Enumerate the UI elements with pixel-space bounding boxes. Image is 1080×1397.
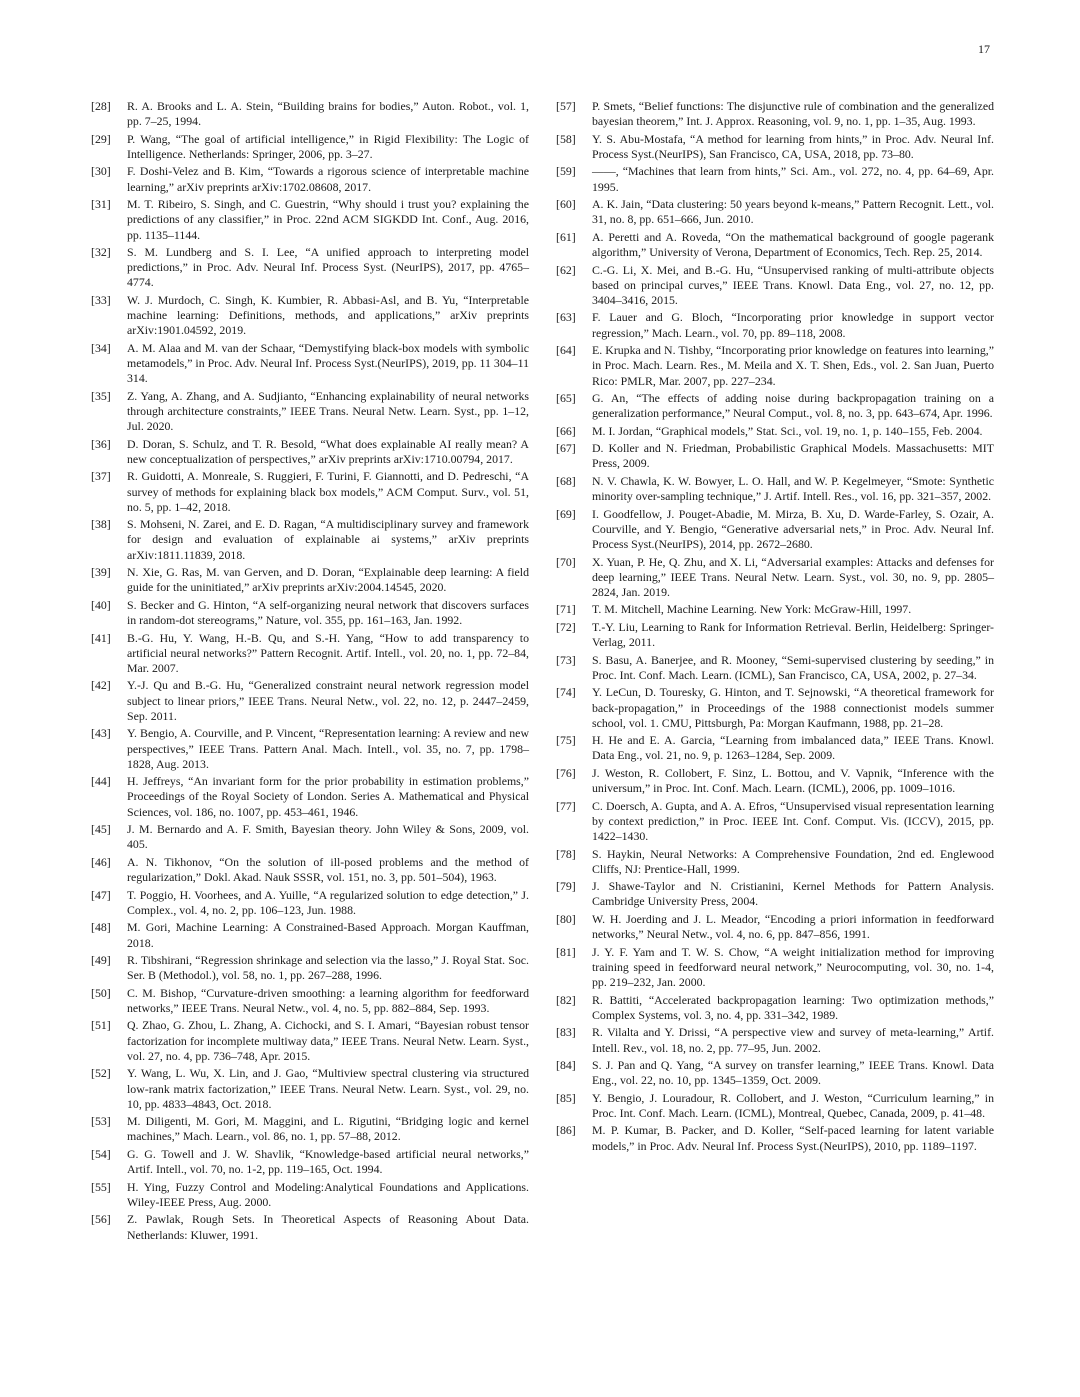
reference-text: F. Doshi-Velez and B. Kim, “Towards a rigorous science of interpretable machine learning,” arXiv preprints arXiv:1702.08608, 2017. bbox=[127, 164, 529, 194]
reference-number: [81] bbox=[556, 944, 576, 959]
reference-number: [54] bbox=[91, 1146, 111, 1161]
reference-text: M. Gori, Machine Learning: A Constrained-Based Approach. Morgan Kauffman, 2018. bbox=[127, 920, 529, 950]
reference-number: [56] bbox=[91, 1212, 111, 1227]
reference-number: [52] bbox=[91, 1066, 111, 1081]
reference-text: P. Smets, “Belief functions: The disjunctive rule of combination and the generalized bayesian theorem,” Int. J. Approx. Reasoning, vol. 9, no. 1, pp. 1–35, Aug. 1993. bbox=[592, 99, 994, 129]
reference-entry bbox=[91, 245, 529, 291]
reference-entry bbox=[556, 132, 994, 162]
reference-entry bbox=[91, 164, 529, 194]
reference-number: [85] bbox=[556, 1090, 576, 1105]
reference-number: [74] bbox=[556, 685, 576, 700]
reference-number: [36] bbox=[91, 436, 111, 451]
reference-text: F. Lauer and G. Bloch, “Incorporating prior knowledge in support vector regression,” Mach. Learn., vol. 70, pp. 89–118, 2008. bbox=[592, 310, 994, 340]
reference-entry bbox=[556, 263, 994, 309]
reference-number: [47] bbox=[91, 887, 111, 902]
reference-text: G. G. Towell and J. W. Shavlik, “Knowledge-based artificial neural networks,” Artif. Intell., vol. 70, no. 1-2, pp. 119–165, Oct. 1994. bbox=[127, 1146, 529, 1177]
reference-text: M. T. Ribeiro, S. Singh, and C. Guestrin, “Why should i trust you? explaining the predictions of any classifier,” in Proc. 22nd ACM SIGKDD Int. Conf., Aug. 2016, pp. 1135–1144. bbox=[127, 197, 529, 242]
reference-number: [28] bbox=[91, 99, 111, 113]
reference-entry bbox=[91, 920, 529, 950]
reference-number: [60] bbox=[556, 197, 576, 212]
reference-entry bbox=[91, 1212, 529, 1242]
reference-entry bbox=[556, 620, 994, 650]
reference-number: [68] bbox=[556, 473, 576, 488]
reference-text: C. M. Bishop, “Curvature-driven smoothing: a learning algorithm for feedforward networks,” IEEE Trans. Neural Netw., vol. 4, no. 5, pp. 882–884, Sep. 1993. bbox=[127, 985, 529, 1015]
reference-text: R. Guidotti, A. Monreale, S. Ruggieri, F. Turini, F. Giannotti, and D. Pedreschi, “A survey of methods for explaining black box models,” ACM Comput. Surv., vol. 51, no. 5, pp. 1–42, 2018. bbox=[127, 469, 529, 514]
reference-entry bbox=[91, 293, 529, 339]
reference-entry bbox=[91, 437, 529, 467]
reference-number: [43] bbox=[91, 726, 111, 741]
reference-entry bbox=[91, 197, 529, 243]
reference-entry bbox=[91, 598, 529, 628]
reference-text: I. Goodfellow, J. Pouget-Abadie, M. Mirza, B. Xu, D. Warde-Farley, S. Ozair, A. Courville, and Y. Bengio, “Generative adversarial nets,” in Proc. Adv. Neural Inf. Process Syst.(NeurIPS), 2014, pp. 2672–2680. bbox=[592, 506, 994, 552]
reference-text: S. Basu, A. Banerjee, and R. Mooney, “Semi-supervised clustering by seeding,” in Proc. Int. Conf. Mach. Learn. (ICML), San Francisco, CA, USA, 2002, p. 27–34. bbox=[592, 652, 994, 682]
reference-entry bbox=[556, 441, 994, 471]
reference-number: [31] bbox=[91, 197, 111, 212]
reference-text: Z. Pawlak, Rough Sets. In Theoretical Aspects of Reasoning About Data. Netherlands: Kluwer, 1991. bbox=[127, 1212, 529, 1242]
reference-number: [32] bbox=[91, 245, 111, 260]
reference-text: A. N. Tikhonov, “On the solution of ill-posed problems and the method of regularization,” Dokl. Akad. Nauk SSSR, vol. 151, no. 3, pp. 501–504), 1963. bbox=[127, 854, 529, 885]
reference-text: A. Peretti and A. Roveda, “On the mathematical background of google pagerank algorithm,” University of Verona, Department of Economics, Tech. Rep. 25, 2014. bbox=[592, 229, 994, 260]
reference-number: [84] bbox=[556, 1058, 576, 1072]
reference-text: S. M. Lundberg and S. I. Lee, “A unified approach to interpreting model predictions,” in Proc. Adv. Neural Inf. Process Syst. (NeurIPS), 2017, pp. 4765–4774. bbox=[127, 245, 529, 290]
reference-entry bbox=[556, 1091, 994, 1121]
reference-text: D. Doran, S. Schulz, and T. R. Besold, “What does explainable AI really mean? A new conceptualization of perspectives,” arXiv preprints arXiv:1710.00794, 2017. bbox=[127, 436, 529, 466]
reference-number: [82] bbox=[556, 992, 576, 1007]
reference-text: T. Poggio, H. Voorhees, and A. Yuille, “A regularized solution to edge detection,” J. Complex., vol. 4, no. 2, pp. 106–123, Jun. 1988. bbox=[127, 887, 529, 917]
reference-text: S. Becker and G. Hinton, “A self-organizing neural network that discovers surfaces in random-dot stereograms,” Nature, vol. 355, pp. 161–163, Jan. 1992. bbox=[127, 597, 529, 628]
reference-number: [34] bbox=[91, 340, 111, 355]
reference-number: [48] bbox=[91, 920, 111, 935]
reference-text: J. M. Bernardo and A. F. Smith, Bayesian theory. John Wiley & Sons, 2009, vol. 405. bbox=[127, 822, 529, 852]
reference-number: [70] bbox=[556, 554, 576, 569]
reference-number: [61] bbox=[556, 229, 576, 244]
reference-text: C.-G. Li, X. Mei, and B.-G. Hu, “Unsupervised ranking of multi-attribute objects based on principal curves,” IEEE Trans. Knowl. Data Eng., vol. 27, no. 12, pp. 3404–3416, 2015. bbox=[592, 262, 994, 307]
reference-number: [59] bbox=[556, 164, 576, 179]
reference-entry bbox=[91, 99, 529, 129]
reference-text: S. Haykin, Neural Networks: A Comprehensive Foundation, 2nd ed. Englewood Cliffs, NJ: Prentice-Hall, 1999. bbox=[592, 846, 994, 876]
reference-number: [41] bbox=[91, 630, 111, 645]
reference-text: Z. Yang, A. Zhang, and A. Sudjianto, “Enhancing explainability of neural networks through architecture constraints,” IEEE Trans. Neural Netw. Learn. Syst., pp. 1–12, Jul. 2020. bbox=[127, 388, 529, 434]
reference-entry bbox=[91, 822, 529, 852]
reference-text: C. Doersch, A. Gupta, and A. A. Efros, “Unsupervised visual representation learning by context prediction,” in Proc. IEEE Int. Conf. Comput. Vis. (ICCV), 2015, pp. 1422–1430. bbox=[592, 798, 994, 844]
reference-text: J. Y. F. Yam and T. W. S. Chow, “A weight initialization method for improving training speed in feedforward neural network,” Neurocomputing, vol. 30, no. 1-4, pp. 219–232, Jan. 2000. bbox=[592, 944, 994, 990]
references-right-column bbox=[556, 99, 994, 1156]
reference-text: H. Ying, Fuzzy Control and Modeling:Analytical Foundations and Applications. Wiley-IEEE Press, Aug. 2000. bbox=[127, 1179, 529, 1209]
reference-text: D. Koller and N. Friedman, Probabilistic Graphical Models. Massachusetts: MIT Press, 2009. bbox=[592, 441, 994, 471]
reference-text: Y. Bengio, J. Louradour, R. Collobert, and J. Weston, “Curriculum learning,” in Proc. Int. Conf. Mach. Learn. (ICML), Montreal, Quebec, Canada, 2009, p. 41–48. bbox=[592, 1090, 994, 1120]
reference-number: [40] bbox=[91, 597, 111, 612]
reference-number: [63] bbox=[556, 310, 576, 325]
reference-entry bbox=[91, 953, 529, 983]
reference-entry bbox=[556, 602, 994, 617]
reference-entry bbox=[556, 733, 994, 763]
reference-number: [49] bbox=[91, 953, 111, 967]
reference-text: J. Shawe-Taylor and N. Cristianini, Kernel Methods for Pattern Analysis. Cambridge University Press, 2004. bbox=[592, 879, 994, 909]
reference-number: [30] bbox=[91, 164, 111, 179]
reference-entry bbox=[556, 555, 994, 601]
reference-number: [80] bbox=[556, 911, 576, 926]
reference-number: [73] bbox=[556, 652, 576, 667]
reference-number: [86] bbox=[556, 1123, 576, 1138]
reference-text: M. P. Kumar, B. Packer, and D. Koller, “Self-paced learning for latent variable models,” in Proc. Adv. Neural Inf. Process Syst.(NeurIPS), 2010, pp. 1189–1197. bbox=[592, 1123, 994, 1153]
reference-text: Y. Bengio, A. Courville, and P. Vincent, “Representation learning: A review and new perspectives,” IEEE Trans. Pattern Anal. Mach. Intell., vol. 35, no. 7, pp. 1798–1828, Aug. 2013. bbox=[127, 726, 529, 771]
reference-number: [57] bbox=[556, 99, 576, 113]
reference-number: [39] bbox=[91, 565, 111, 580]
reference-text: S. Mohseni, N. Zarei, and E. D. Ragan, “A multidisciplinary survey and framework for design and evaluation of explainable ai systems,” arXiv preprints arXiv:1811.11839, 2018. bbox=[127, 517, 529, 562]
reference-number: [50] bbox=[91, 985, 111, 1000]
reference-text: R. A. Brooks and L. A. Stein, “Building brains for bodies,” Auton. Robot., vol. 1, pp. 7–25, 1994. bbox=[127, 99, 529, 129]
reference-text: M. Diligenti, M. Gori, M. Maggini, and L. Rigutini, “Bridging logic and kernel machines,” Mach. Learn., vol. 86, no. 1, pp. 57–88, 2012. bbox=[127, 1114, 529, 1144]
reference-entry bbox=[556, 879, 994, 909]
reference-entry bbox=[91, 341, 529, 387]
reference-text: G. An, “The effects of adding noise during backpropagation training on a generalization performance,” Neural Comput., vol. 8, no. 3, pp. 643–674, Apr. 1996. bbox=[592, 391, 994, 421]
reference-number: [65] bbox=[556, 391, 576, 406]
reference-entry bbox=[91, 726, 529, 772]
reference-entry bbox=[556, 197, 994, 227]
reference-number: [46] bbox=[91, 854, 111, 869]
reference-text: M. I. Jordan, “Graphical models,” Stat. Sci., vol. 19, no. 1, p. 140–155, Feb. 2004. bbox=[592, 423, 983, 438]
reference-entry bbox=[91, 469, 529, 515]
reference-number: [58] bbox=[556, 131, 576, 146]
reference-text: R. Vilalta and Y. Drissi, “A perspective view and survey of meta-learning,” Artif. Intell. Rev., vol. 18, no. 2, pp. 77–95, Jun. 2002. bbox=[592, 1025, 994, 1055]
reference-text: X. Yuan, P. He, Q. Zhu, and X. Li, “Adversarial examples: Attacks and defenses for deep learning,” IEEE Trans. Neural Netw. Learn. Syst., vol. 30, no. 9, pp. 2805–2824, Jan. 2019. bbox=[592, 554, 994, 599]
reference-text: ——, “Machines that learn from hints,” Sci. Am., vol. 272, no. 4, pp. 64–69, Apr. 1995. bbox=[592, 164, 994, 194]
reference-text: B.-G. Hu, Y. Wang, H.-B. Qu, and S.-H. Yang, “How to add transparency to artificial neural networks?” Pattern Recognit. Artif. Intell., vol. 20, no. 1, pp. 72–84, Mar. 2007. bbox=[127, 630, 529, 675]
reference-entry bbox=[556, 391, 994, 421]
reference-entry bbox=[556, 766, 994, 796]
reference-text: A. M. Alaa and M. van der Schaar, “Demystifying black-box models with symbolic metamodels,” in Proc. Adv. Neural Inf. Process Syst.(NeurIPS), 2019, pp. 11 304–11 314. bbox=[127, 340, 529, 386]
reference-number: [72] bbox=[556, 619, 576, 634]
reference-entry bbox=[91, 1180, 529, 1210]
reference-entry bbox=[556, 310, 994, 340]
reference-entry bbox=[91, 517, 529, 563]
reference-entry bbox=[556, 847, 994, 877]
reference-number: [66] bbox=[556, 423, 576, 438]
reference-entry bbox=[556, 474, 994, 504]
reference-text: P. Wang, “The goal of artificial intelligence,” in Rigid Flexibility: The Logic of Intelligence. Netherlands: Springer, 2006, pp. 3–27. bbox=[127, 131, 529, 161]
reference-number: [33] bbox=[91, 292, 111, 307]
reference-number: [75] bbox=[556, 733, 576, 748]
reference-number: [71] bbox=[556, 602, 576, 617]
reference-number: [55] bbox=[91, 1179, 111, 1194]
reference-text: R. Tibshirani, “Regression shrinkage and selection via the lasso,” J. Royal Stat. Soc. Ser. B (Methodol.), vol. 58, no. 1, pp. 267–288, 1996. bbox=[127, 953, 529, 983]
reference-text: Y. Wang, L. Wu, X. Lin, and J. Gao, “Multiview spectral clustering via structured low-rank matrix factorization,” IEEE Trans. Neural Netw. Learn. Syst., vol. 29, no. 10, pp. 4833–4843, Oct. 2018. bbox=[127, 1066, 529, 1111]
reference-number: [83] bbox=[556, 1025, 576, 1040]
reference-text: S. J. Pan and Q. Yang, “A survey on transfer learning,” IEEE Trans. Knowl. Data Eng., vol. 22, no. 10, pp. 1345–1359, Oct. 2009. bbox=[592, 1058, 994, 1088]
reference-entry bbox=[556, 685, 994, 731]
reference-text: Q. Zhao, G. Zhou, L. Zhang, A. Cichocki, and S. I. Amari, “Bayesian robust tensor factorization for incomplete multiway data,” IEEE Trans. Neural Netw. Learn. Syst., vol. 27, no. 4, pp. 736–748, Apr. 2015. bbox=[127, 1018, 529, 1063]
reference-text: N. V. Chawla, K. W. Bowyer, L. O. Hall, and W. P. Kegelmeyer, “Smote: Synthetic minority over-sampling technique,” J. Artif. Intell. Res., vol. 16, pp. 321–357, 2002. bbox=[592, 473, 994, 504]
reference-text: J. Weston, R. Collobert, F. Sinz, L. Bottou, and V. Vapnik, “Inference with the universum,” in Proc. Int. Conf. Mach. Learn. (ICML), 2006, pp. 1009–1016. bbox=[592, 765, 994, 796]
reference-text: N. Xie, G. Ras, M. van Gerven, and D. Doran, “Explainable deep learning: A field guide for the uninitiated,” arXiv preprints arXiv:2004.14545, 2020. bbox=[127, 565, 529, 595]
reference-number: [77] bbox=[556, 798, 576, 813]
page-number: 17 bbox=[978, 42, 990, 56]
reference-number: [44] bbox=[91, 774, 111, 789]
reference-entry bbox=[556, 230, 994, 260]
reference-number: [37] bbox=[91, 469, 111, 484]
reference-text: Y.-J. Qu and B.-G. Hu, “Generalized constraint neural network regression model subject to linear priors,” IEEE Trans. Neural Netw., vol. 22, no. 12, p. 2447–2459, Sep. 2011. bbox=[127, 678, 529, 723]
reference-text: E. Krupka and N. Tishby, “Incorporating prior knowledge on features into learning,” in Proc. Mach. Learn. Res., M. Meila and X. T. Shen, Eds., vol. 2. San Juan, Puerto Rico: PMLR, Mar. 2007, pp. 227–234. bbox=[592, 343, 994, 388]
reference-number: [38] bbox=[91, 517, 111, 532]
reference-entry bbox=[556, 1123, 994, 1153]
reference-entry bbox=[91, 1114, 529, 1144]
reference-entry bbox=[91, 1066, 529, 1112]
reference-entry bbox=[556, 993, 994, 1023]
reference-entry bbox=[556, 99, 994, 129]
reference-number: [35] bbox=[91, 388, 111, 403]
reference-number: [45] bbox=[91, 822, 111, 837]
reference-number: [53] bbox=[91, 1114, 111, 1129]
reference-entry bbox=[556, 945, 994, 991]
reference-entry bbox=[556, 507, 994, 553]
reference-number: [79] bbox=[556, 879, 576, 894]
reference-entry bbox=[91, 774, 529, 820]
reference-number: [69] bbox=[556, 506, 576, 521]
references-left-column bbox=[91, 99, 529, 1245]
reference-text: H. Jeffreys, “An invariant form for the prior probability in estimation problems,” Proceedings of the Royal Society of London. Series A. Mathematical and Physical Sciences, vol. 186, no. 1007, pp. 453–461, 1946. bbox=[127, 774, 529, 819]
reference-text: T. M. Mitchell, Machine Learning. New York: McGraw-Hill, 1997. bbox=[592, 602, 912, 617]
reference-text: R. Battiti, “Accelerated backpropagation learning: Two optimization methods,” Complex Systems, vol. 3, no. 4, pp. 331–342, 1989. bbox=[592, 992, 994, 1022]
reference-entry bbox=[91, 678, 529, 724]
reference-entry bbox=[91, 389, 529, 435]
reference-number: [67] bbox=[556, 441, 576, 456]
reference-number: [76] bbox=[556, 765, 576, 780]
reference-entry bbox=[556, 1058, 994, 1088]
reference-text: W. H. Joerding and J. L. Meador, “Encoding a priori information in feedforward networks,” Neural Netw., vol. 4, no. 6, pp. 847–856, 1991. bbox=[592, 911, 994, 942]
reference-entry bbox=[556, 343, 994, 389]
reference-entry bbox=[91, 888, 529, 918]
reference-entry bbox=[91, 1147, 529, 1177]
reference-number: [78] bbox=[556, 846, 576, 861]
reference-entry bbox=[556, 653, 994, 683]
reference-entry bbox=[91, 986, 529, 1016]
reference-entry bbox=[556, 164, 994, 194]
reference-number: [29] bbox=[91, 131, 111, 146]
reference-text: H. He and E. A. Garcia, “Learning from imbalanced data,” IEEE Trans. Knowl. Data Eng., vol. 21, no. 9, p. 1263–1284, Sep. 2009. bbox=[592, 733, 994, 763]
reference-entry bbox=[91, 132, 529, 162]
reference-number: [42] bbox=[91, 678, 111, 693]
reference-text: A. K. Jain, “Data clustering: 50 years beyond k-means,” Pattern Recognit. Lett., vol. 31, no. 8, pp. 651–666, Jun. 2010. bbox=[592, 197, 994, 227]
reference-entry bbox=[556, 799, 994, 845]
reference-entry bbox=[91, 855, 529, 885]
reference-entry bbox=[91, 1018, 529, 1064]
reference-entry bbox=[556, 912, 994, 942]
reference-number: [51] bbox=[91, 1018, 111, 1033]
reference-entry bbox=[556, 424, 994, 439]
reference-entry bbox=[91, 565, 529, 595]
reference-number: [62] bbox=[556, 262, 576, 277]
reference-text: Y. LeCun, D. Touresky, G. Hinton, and T. Sejnowski, “A theoretical framework for back-propagation,” in Proceedings of the 1988 connectionist models summer school, vol. 1. CMU, Pittsburgh, Pa: Morgan Kaufmann, 1988, pp. 21–28. bbox=[592, 685, 994, 730]
reference-entry bbox=[556, 1025, 994, 1055]
reference-text: T.-Y. Liu, Learning to Rank for Information Retrieval. Berlin, Heidelberg: Springer-Verlag, 2011. bbox=[592, 619, 994, 650]
reference-number: [64] bbox=[556, 343, 576, 358]
reference-entry bbox=[91, 631, 529, 677]
reference-text: Y. S. Abu-Mostafa, “A method for learning from hints,” in Proc. Adv. Neural Inf. Process Syst.(NeurIPS), San Francisco, CA, USA, 2018, pp. 73–80. bbox=[592, 131, 994, 161]
reference-text: W. J. Murdoch, C. Singh, K. Kumbier, R. Abbasi-Asl, and B. Yu, “Interpretable machine learning: Definitions, methods, and applications,” arXiv preprints arXiv:1901.04592, 2019. bbox=[127, 292, 529, 338]
